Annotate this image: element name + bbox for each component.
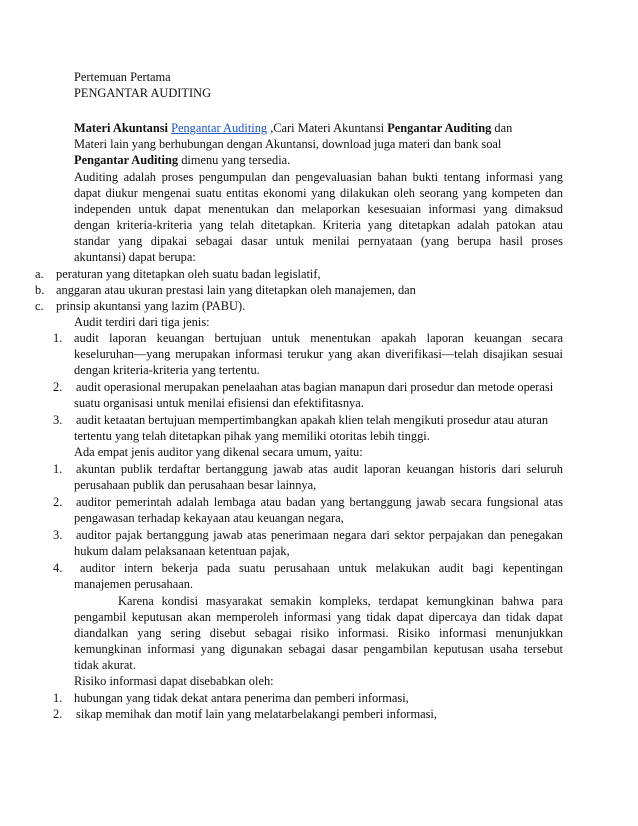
criteria-item: peraturan yang ditetapkan oleh suatu badan legislatif, [56, 267, 321, 281]
definition-line: Auditing adalah proses pengumpulan dan pengevaluasian bahan bukti tentang informasi yang [74, 170, 563, 184]
list-marker: c. [35, 299, 44, 313]
list-marker: 1. [53, 691, 63, 705]
audit-type-line: audit operasional merupakan penelaahan atas bagian manapun dari prosedur dan metode operasi [76, 380, 554, 394]
list-marker: 1. [53, 462, 63, 476]
intro-tail: dan [491, 121, 513, 135]
intro-bold-term-2: Pengantar Auditing [74, 153, 179, 167]
audit-type-line: audit laporan keuangan bertujuan untuk menentukan apakah laporan keuangan secara [74, 331, 563, 345]
risk-line: kemungkinan informasi yang digunakan sebagai dasar pengambilan keputusan usaha tersebut [74, 642, 563, 656]
intro-line-2: Materi lain yang berhubungan dengan Akuntansi, download juga materi dan bank soal [74, 137, 502, 151]
auditor-type-line: manajemen perusahaan. [74, 577, 194, 591]
definition-line: dapat diukur mengenai suatu entitas ekonomi yang dilakukan oleh seorang yang kompeten dan [74, 186, 563, 200]
risk-cause-item: sikap memihak dan motif lain yang melatarbelakangi pemberi informasi, [76, 707, 437, 721]
intro-lead: Materi Akuntansi [74, 121, 172, 135]
audit-type-line: keseluruhan—yang merupakan informasi terukur yang akan diverifikasi—telah disajikan sesuai [74, 347, 563, 361]
list-marker: 2. [53, 495, 63, 509]
auditor-type-line: perusahaan publik dan perusahaan besar lainnya, [74, 478, 317, 492]
risk-line: tidak akurat. [74, 658, 136, 672]
pengantar-auditing-link[interactable]: Pengantar Auditing [171, 121, 268, 135]
audit-type-line: dengan kriteria-kriteria yang tertentu. [74, 363, 260, 377]
list-marker: b. [35, 283, 45, 297]
list-marker: 3. [53, 528, 63, 542]
audit-type-line: audit ketaatan bertujuan mempertimbangkan apakah klien telah mengikuti prosedur atau aturan [76, 413, 549, 427]
meeting-label: Pertemuan Pertama [74, 70, 171, 84]
definition-line: independen untuk dapat menentukan dan melaporkan kesesuaian informasi yang dimaksud [74, 202, 563, 216]
risk-cause-item: hubungan yang tidak dekat antara penerima dan pemberi informasi, [74, 691, 409, 705]
page-title: PENGANTAR AUDITING [74, 86, 212, 100]
list-marker: a. [35, 267, 44, 281]
auditor-type-line: auditor intern bekerja pada suatu perusahaan untuk melakukan audit bagi kepentingan [80, 561, 563, 575]
criteria-item: prinsip akuntansi yang lazim (PABU). [56, 299, 246, 313]
auditor-type-line: hukum dalam pelaksanaan ketentuan pajak, [74, 544, 290, 558]
definition-line: akuntansi) dapat berupa: [74, 250, 196, 264]
risk-line: pengambil keputusan akan memperoleh informasi yang tidak dapat dipercaya dan tidak dapat [74, 610, 563, 624]
intro-line-1 [74, 121, 512, 136]
list-marker: 4. [53, 561, 63, 575]
risk-causes-intro: Risiko informasi dapat disebabkan oleh: [74, 674, 274, 688]
list-marker: 3. [53, 413, 63, 427]
definition-line: dengan kriteria-kriteria yang telah ditetapkan. Kriteria yang ditetapkan adalah patokan atau [74, 218, 563, 232]
intro-bold-term: Pengantar Auditing [387, 121, 492, 135]
list-marker: 1. [53, 331, 63, 345]
auditor-types-intro: Ada empat jenis auditor yang dikenal secara umum, yaitu: [74, 445, 363, 459]
risk-line: diandalkan yang sering disebut sebagai risiko informasi. Risiko informasi menunjukkan [74, 626, 563, 640]
definition-line: standar yang dipakai sebagai dasar untuk menilai pernyataan (yang berupa hasil proses [74, 234, 563, 248]
intro-end: dimenu yang tersedia. [178, 153, 291, 167]
auditor-type-line: pengawasan terhadap kekayaan atau keuangan negara, [74, 511, 344, 525]
audit-type-line: suatu organisasi untuk menilai efisiensi dan efektifitasnya. [74, 396, 364, 410]
auditor-type-line: akuntan publik terdaftar bertanggung jawab atas audit laporan keuangan historis dari seluruh [76, 462, 563, 476]
intro-mid: ,Cari Materi Akuntansi [267, 121, 388, 135]
auditor-type-line: auditor pajak bertanggung jawab atas penerimaan negara dari sektor perpajakan dan penegakan [76, 528, 563, 542]
list-marker: 2. [53, 707, 63, 721]
audit-type-line: tertentu yang telah ditetapkan pihak yang memiliki otoritas lebih tinggi. [74, 429, 430, 443]
criteria-item: anggaran atau ukuran prestasi lain yang ditetapkan oleh manajemen, dan [56, 283, 416, 297]
risk-line: Karena kondisi masyarakat semakin kompleks, terdapat kemungkinan bahwa para [118, 594, 563, 608]
audit-types-intro: Audit terdiri dari tiga jenis: [74, 315, 210, 329]
list-marker: 2. [53, 380, 63, 394]
intro-line-3 [74, 153, 290, 168]
auditor-type-line: auditor pemerintah adalah lembaga atau badan yang bertanggung jawab secara fungsional atas [76, 495, 563, 509]
